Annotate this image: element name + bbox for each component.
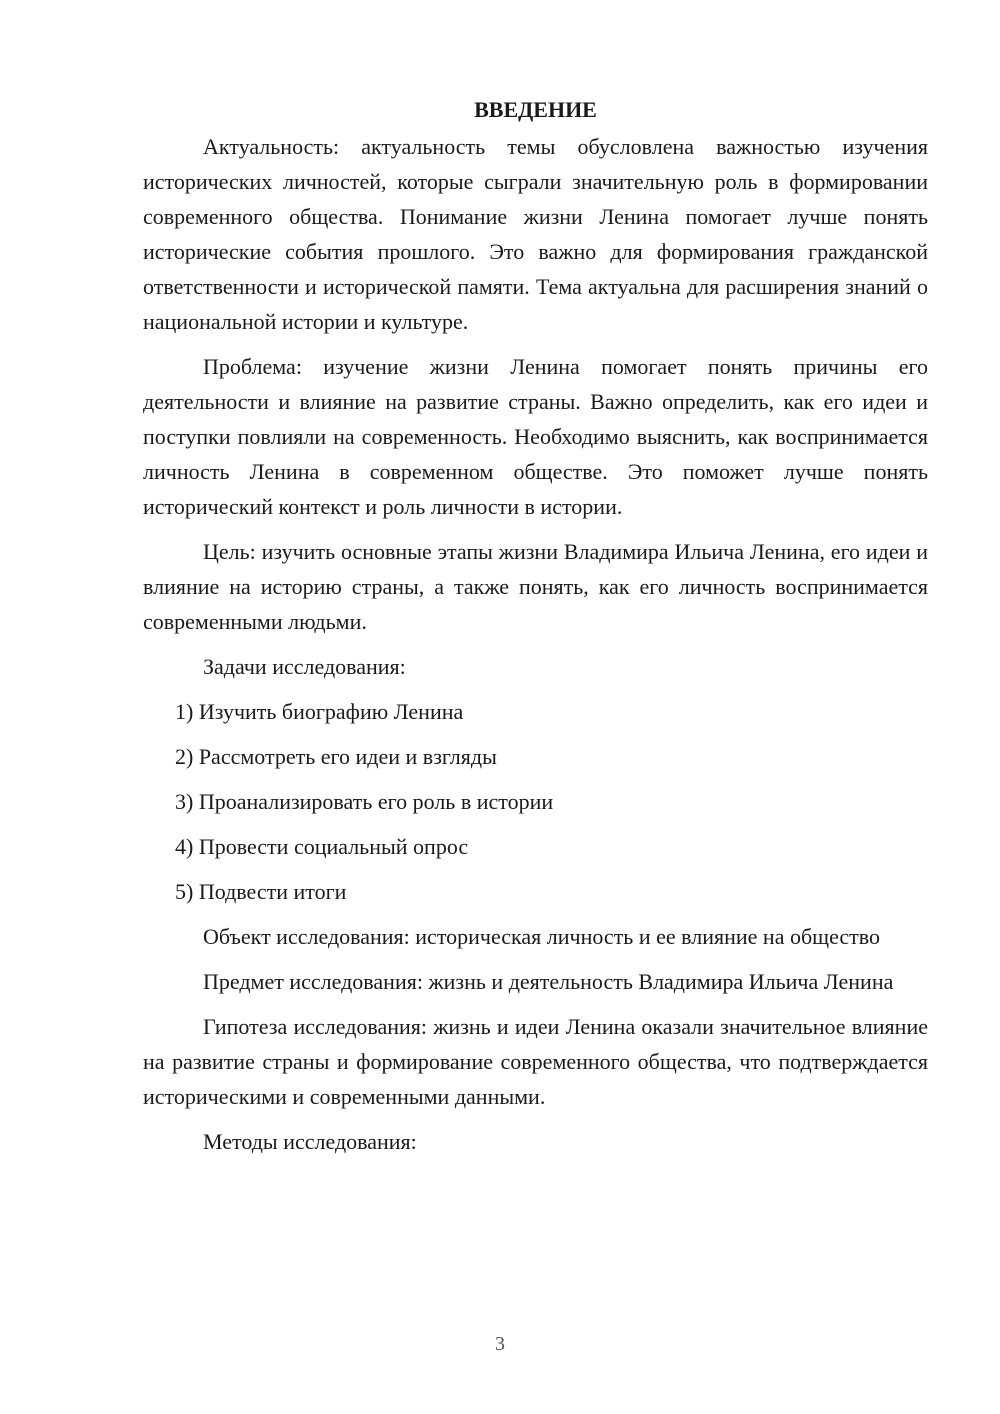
- methods-heading: Методы исследования:: [203, 1129, 417, 1154]
- paragraph-hypothesis: Гипотеза исследования: жизнь и идеи Ленина оказали значительное влияние на развитие страны и формирование современного общества, что подтверждается историческими и современными данными.: [143, 1014, 928, 1109]
- list-item: 1) Изучить биографию Ленина: [175, 699, 464, 724]
- paragraph-subject: Предмет исследования: жизнь и деятельность Владимира Ильича Ленина: [203, 969, 894, 994]
- paragraph-goal: Цель: изучить основные этапы жизни Владимира Ильича Ленина, его идеи и влияние на историю страны, а также понять, как его личность воспринимается современными людьми.: [143, 539, 928, 634]
- paragraph-object: Объект исследования: историческая личность и ее влияние на общество: [203, 924, 881, 949]
- page-number: 3: [495, 1333, 505, 1355]
- tasks-heading: Задачи исследования:: [203, 654, 406, 679]
- paragraph-problem: Проблема: изучение жизни Ленина помогает понять причины его деятельности и влияние на развитие страны. Важно определить, как его идеи и поступки повлияли на современность. Необходимо выяснить, как воспринимается личность Ленина в современном обществе. Это поможет лучше понять исторический контекст и роль личности в истории.: [143, 354, 928, 519]
- list-item: 3) Проанализировать его роль в истории: [175, 789, 554, 814]
- list-item: 4) Провести социальный опрос: [175, 834, 469, 859]
- tasks-list: [143, 694, 928, 909]
- list-item: 5) Подвести итоги: [175, 879, 347, 904]
- section-title: ВВЕДЕНИЕ: [474, 97, 597, 122]
- paragraph-relevance: Актуальность: актуальность темы обусловлена важностью изучения исторических личностей, которые сыграли значительную роль в формировании современного общества. Понимание жизни Ленина помогает лучше понять исторические события прошлого. Это важно для формирования гражданской ответственности и исторической памяти. Тема актуальна для расширения знаний о национальной истории и культуре.: [143, 134, 928, 334]
- document-page: [143, 92, 928, 1169]
- list-item: 2) Рассмотреть его идеи и взгляды: [175, 744, 497, 769]
